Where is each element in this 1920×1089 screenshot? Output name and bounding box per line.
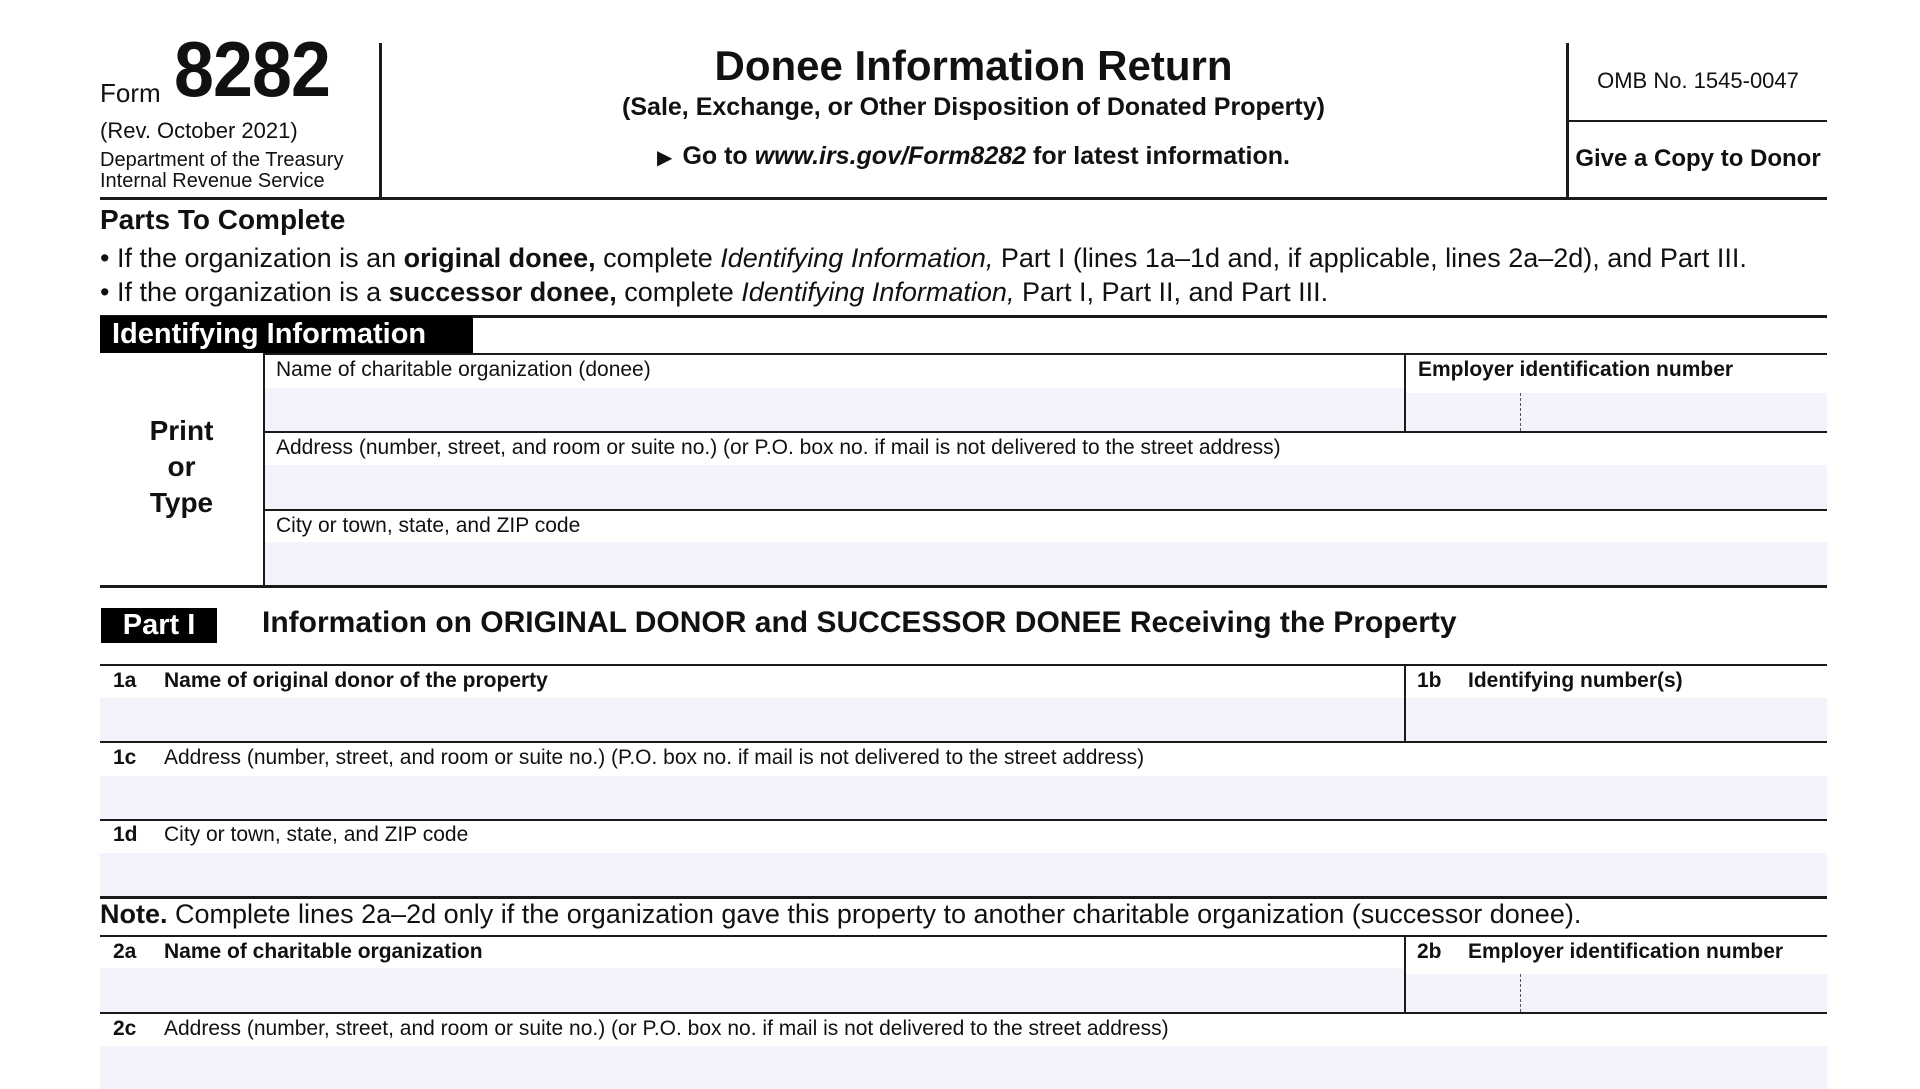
line-1c-input[interactable] <box>100 776 1827 819</box>
line-2b-number: 2b <box>1417 940 1442 963</box>
copy-to-donor-note: Give a Copy to Donor <box>1575 145 1821 172</box>
line-1b-input[interactable] <box>1406 698 1827 741</box>
successor-note: Note. Complete lines 2a–2d only if the organization gave this property to another charitable organization (successor donee). <box>100 899 1582 929</box>
line-1d-input[interactable] <box>100 853 1827 896</box>
donee-city-input[interactable] <box>265 542 1827 585</box>
form-title: Donee Information Return <box>714 42 1233 89</box>
form-word: Form <box>100 78 161 108</box>
donee-address-input[interactable] <box>265 465 1827 509</box>
bullet-icon: • <box>100 277 110 307</box>
donee-name-label: Name of charitable organization (donee) <box>276 358 651 381</box>
line-1b-number: 1b <box>1417 669 1442 692</box>
donee-address-label: Address (number, street, and room or suite no.) (or P.O. box no. if mail is not delivered to the street address) <box>276 436 1281 459</box>
revision-date: (Rev. October 2021) <box>100 118 298 143</box>
line-2c-number: 2c <box>113 1017 137 1040</box>
form-subtitle: (Sale, Exchange, or Other Disposition of Donated Property) <box>622 93 1325 121</box>
line-1c-rule <box>100 819 1827 821</box>
line-2a-label: Name of charitable organization <box>164 940 483 963</box>
identifying-header-rule <box>263 353 1827 355</box>
part-1-top-rule <box>100 664 1827 666</box>
arrow-right-icon: ▶ <box>657 147 673 169</box>
line-1a-number: 1a <box>113 669 137 692</box>
parts-heading: Parts To Complete <box>100 204 346 235</box>
identifying-bottom-rule <box>100 585 1827 588</box>
omb-divider <box>1567 120 1827 122</box>
identifying-row2-rule <box>263 509 1827 511</box>
line-1a-input[interactable] <box>100 698 1404 741</box>
department-name: Department of the Treasury <box>100 149 344 171</box>
line-1a-label: Name of original donor of the property <box>164 669 548 692</box>
line-1c-label: Address (number, street, and room or suite no.) (P.O. box no. if mail is not delivered to the street address) <box>164 746 1145 769</box>
line-2a-number: 2a <box>113 940 137 963</box>
line-2b-input[interactable] <box>1406 974 1827 1012</box>
agency-name: Internal Revenue Service <box>100 170 325 192</box>
irs-url-link[interactable]: www.irs.gov/Form8282 <box>754 142 1027 170</box>
line-2a-rule <box>100 1012 1827 1014</box>
print-or-type-label: Print or Type <box>149 415 214 518</box>
omb-number: OMB No. 1545-0047 <box>1597 68 1799 93</box>
line-1d-number: 1d <box>113 823 138 846</box>
note-rule <box>100 935 1827 937</box>
donee-city-label: City or town, state, and ZIP code <box>276 514 581 537</box>
line-2b-label: Employer identification number <box>1468 940 1784 963</box>
part-1-badge: Part I <box>101 608 217 643</box>
form-number: 8282 <box>174 25 330 113</box>
bullet-icon: • <box>100 243 110 273</box>
line-1b-label: Identifying number(s) <box>1468 669 1683 692</box>
donee-ein-label: Employer identification number <box>1418 358 1734 381</box>
goto-instruction: ▶ Go to www.irs.gov/Form8282 for latest information. <box>657 142 1290 170</box>
donee-name-input[interactable] <box>265 388 1404 431</box>
header-bottom-rule <box>100 197 1827 200</box>
line-1d-label: City or town, state, and ZIP code <box>164 823 469 846</box>
donee-ein-input[interactable] <box>1406 393 1827 431</box>
instruction-successor-donee: • If the organization is a successor donee, complete Identifying Information, Part I, Part II, and Part III. <box>100 277 1329 307</box>
identifying-row1-rule <box>263 431 1827 433</box>
instruction-original-donee: • If the organization is an original donee, complete Identifying Information, Part I (lines 1a–1d and, if applicable, lines 2a–2d), and Part III. <box>100 243 1747 273</box>
part-1-title: Information on ORIGINAL DONOR and SUCCESSOR DONEE Receiving the Property <box>262 606 1457 639</box>
line-2c-input[interactable] <box>100 1046 1827 1089</box>
line-1c-number: 1c <box>113 746 137 769</box>
line-1a-rule <box>100 741 1827 743</box>
identifying-heading: Identifying Information <box>100 316 473 353</box>
line-2c-label: Address (number, street, and room or suite no.) (or P.O. box no. if mail is not delivered to the street address) <box>164 1017 1169 1040</box>
line-2a-input[interactable] <box>100 968 1404 1012</box>
